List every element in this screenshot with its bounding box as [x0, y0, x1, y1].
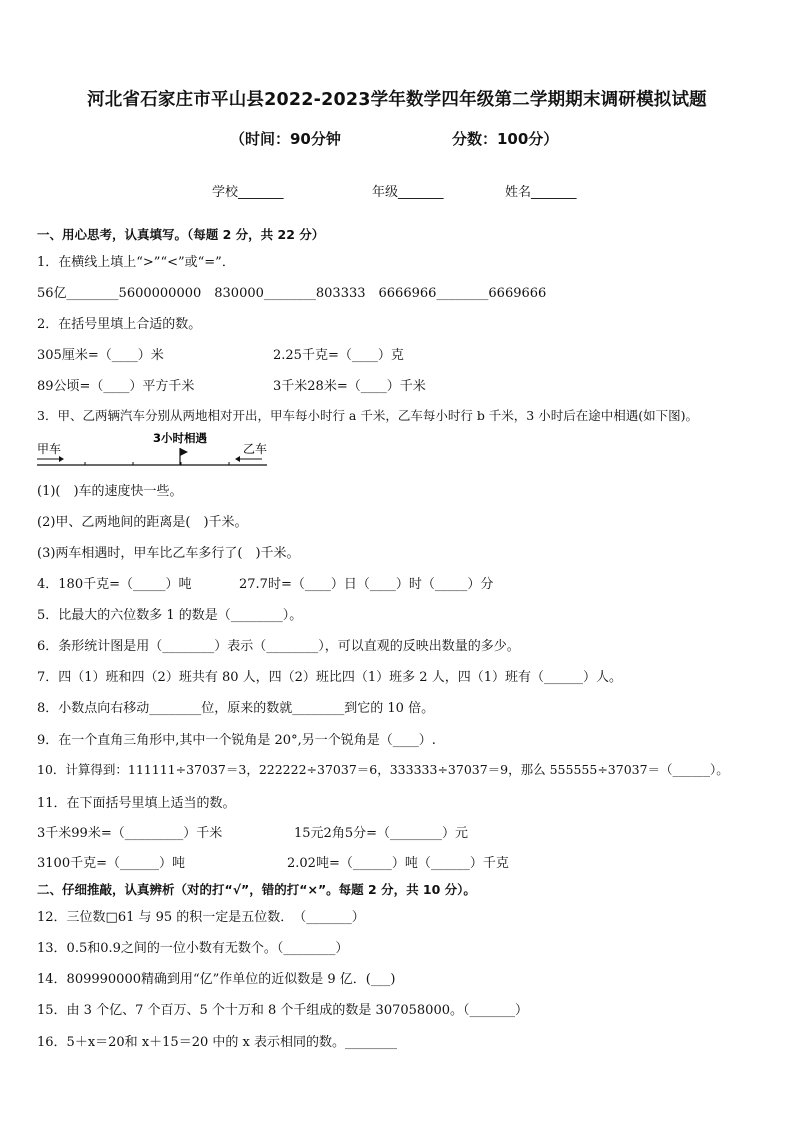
section-1-heading: 一、用心思考，认真填写。（每题 2 分，共 22 分） [37, 227, 325, 242]
question-2: 2．在括号里填上合适的数。 [37, 317, 202, 332]
question-3c[interactable]: (3)两车相遇时，甲车比乙车多行了( )千米。 [37, 546, 300, 561]
right-car-label: 乙车 [243, 442, 268, 456]
grade-field[interactable]: 年级_______ [372, 185, 444, 200]
question-2d[interactable]: 3千米28米=（____）千米 [273, 379, 426, 394]
question-9[interactable]: 9．在一个直角三角形中,其中一个锐角是 20°,另一个锐角是（____）. [37, 733, 436, 748]
question-15[interactable]: 15．由 3 个亿、7 个百万、5 个十万和 8 个千组成的数是 307058000。（_______） [37, 1003, 528, 1018]
question-4b[interactable]: 27.7时=（____）日（____）时（_____）分 [239, 577, 494, 592]
question-2a[interactable]: 305厘米=（____）米 [37, 348, 164, 363]
question-14[interactable]: 14．809990000精确到用“亿”作单位的近似数是 9 亿．(___) [37, 972, 396, 987]
question-6[interactable]: 6．条形统计图是用（________）表示（________），可以直观的反映出数量的多少。 [37, 639, 520, 654]
question-3: 3．甲、乙两辆汽车分别从两地相对开出，甲车每小时行 a 千米，乙车每小时行 b 千米，3 小时后在途中相遇(如下图)。 [37, 408, 698, 423]
question-12[interactable]: 12．三位数□61 与 95 的积一定是五位数． （_______） [37, 910, 365, 925]
question-13[interactable]: 13．0.5和0.9之间的一位小数有无数个。（________） [37, 941, 349, 956]
question-11d[interactable]: 2.02吨=（______）吨（______）千克 [287, 856, 509, 871]
question-10[interactable]: 10．计算得到：111111÷37037＝3，222222÷37037＝6，333333÷37037＝9，那么 555555÷37037＝（______）。 [37, 762, 729, 777]
school-field[interactable]: 学校_______ [212, 185, 284, 200]
question-7[interactable]: 7．四（1）班和四（2）班共有 80 人，四（2）班比四（1）班多 2 人，四（1）班有（______）人。 [37, 670, 622, 685]
section-2-heading: 二、仔细推敲，认真辨析（对的打“√”，错的打“×”。每题 2 分，共 10 分）。 [37, 882, 476, 897]
question-11a[interactable]: 3千米99米=（_________）千米 [37, 826, 223, 841]
question-4a[interactable]: 4．180千克=（_____）吨 [37, 577, 192, 592]
question-3a[interactable]: (1)( )车的速度快一些。 [37, 484, 183, 499]
page-title: 河北省石家庄市平山县2022-2023学年数学四年级第二学期期末调研模拟试题 [87, 90, 707, 110]
question-2c[interactable]: 89公顷=（____）平方千米 [37, 379, 195, 394]
question-16[interactable]: 16．5＋x＝20和 x＋15＝20 中的 x 表示相同的数。________ [37, 1035, 397, 1050]
question-5[interactable]: 5．比最大的六位数多 1 的数是（________）。 [37, 608, 303, 623]
question-11b[interactable]: 15元2角5分=（________）元 [294, 826, 468, 841]
question-11c[interactable]: 3100千克=（______）吨 [37, 856, 185, 871]
name-field[interactable]: 姓名_______ [505, 185, 577, 200]
meeting-diagram [37, 430, 277, 472]
question-1-items[interactable]: 56亿________5600000000 830000________803333 6666966________6669666 [37, 286, 547, 301]
question-1: 1．在横线上填上“>”“<”或“=”． [37, 255, 235, 270]
question-2b[interactable]: 2.25千克=（____）克 [273, 348, 404, 363]
question-8[interactable]: 8．小数点向右移动________位，原来的数就________到它的 10 倍。 [37, 701, 435, 716]
question-11: 11．在下面括号里填上适当的数。 [37, 796, 236, 811]
exam-score: 分数：100分） [452, 130, 559, 148]
left-car-label: 甲车 [37, 442, 62, 456]
exam-time: （时间：90分钟 [230, 130, 341, 148]
question-3b[interactable]: (2)甲、乙两地间的距离是( )千米。 [37, 515, 248, 530]
meet-label: 3小时相遇 [153, 431, 208, 445]
